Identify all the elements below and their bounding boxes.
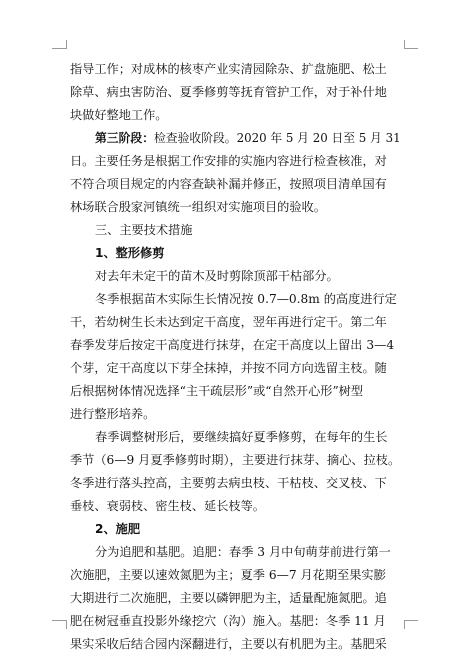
paragraph-line: 块做好整地工作。 [70,108,168,122]
paragraph-line: 不符合项目规定的内容查缺补漏并修正，按照项目清单国有 [70,177,387,191]
document-body [70,58,404,656]
crop-mark-bottom-left-h [52,620,66,621]
paragraph-line: 指导工作；对成林的核枣产业实清园除杂、扩盘施肥、松土 [70,62,387,76]
section-heading: 三、主要技术措施 [95,223,193,237]
crop-mark-top-left-v [66,40,67,49]
paragraph-line: 对去年未定干的苗木及时剪除顶部干枯部分。 [95,269,339,283]
paragraph-line: 春季发芽后按定干高度进行抹芽，在定干高度以上留出 3—4 [70,338,395,352]
paragraph-line [70,127,404,150]
paragraph-line: 春季调整树形后，要继续搞好夏季修剪，在每年的生长 [95,430,388,444]
crop-mark-bottom-right-h [404,620,418,621]
paragraph-line: 果实采收后结合园内深翻进行，主要以有机肥为主。基肥采 [70,637,387,651]
paragraph-line: 次施肥，主要以速效氮肥为主；夏季 6—7 月花期至果实膨 [70,568,386,582]
paragraph-line: 后根据树体情况选择“主干疏层形”或“自然开心形”树型 [70,384,364,398]
paragraph-line: 除草、病虫害防治、夏季修剪等抚育管护工作，对于补什地 [70,85,387,99]
paragraph-line: 季节（6—9 月夏季修剪时期），主要进行抹芽、摘心、拉枝。 [70,453,401,467]
crop-mark-top-right-h [404,48,418,49]
paragraph-line: 肥在树冠垂直投影外缘挖穴（沟）施入。基肥：冬季 11 月 [70,614,386,628]
paragraph-line: 林场联合殷家河镇统一组织对实施项目的验收。 [70,200,326,214]
crop-mark-bottom-left-v [66,620,67,629]
paragraph-line: 冬季根据苗木实际生长情况按 0.7—0.8m 的高度进行定 [95,292,397,306]
paragraph-line: 分为追肥和基肥。追肥：春季 3 月中旬萌芽前进行第一 [95,545,391,559]
paragraph-line: 大期进行二次施肥，主要以磷钾肥为主，适量配施氮肥。追 [70,591,387,605]
paragraph-line: 日。主要任务是根据工作安排的实施内容进行检查核准，对 [70,154,387,168]
crop-mark-top-right-v [404,40,405,49]
paragraph-line: 干，若幼树生长未达到定干高度，翌年再进行定干。第二年 [70,315,387,329]
phase-label: 第三阶段： [95,131,154,145]
crop-mark-top-left-h [52,48,66,49]
paragraph-line: 冬季进行落头控高，主要剪去病虫枝、干枯枝、交叉枝、下 [70,476,387,490]
paragraph-line: 个芽，定干高度以下芽全抹掉，并按不同方向选留主枝。随 [70,361,387,375]
subsection-heading-fertilizing: 2、施肥 [95,522,141,536]
crop-mark-bottom-right-v [404,620,405,629]
paragraph-line: 垂枝、衰弱枝、密生枝、延长枝等。 [70,499,265,513]
paragraph-line: 进行整形培养。 [70,407,156,421]
subsection-heading-pruning: 1、整形修剪 [95,246,165,260]
phase-text: 检查验收阶段。2020 年 5 月 20 日至 5 月 31 [154,131,401,145]
